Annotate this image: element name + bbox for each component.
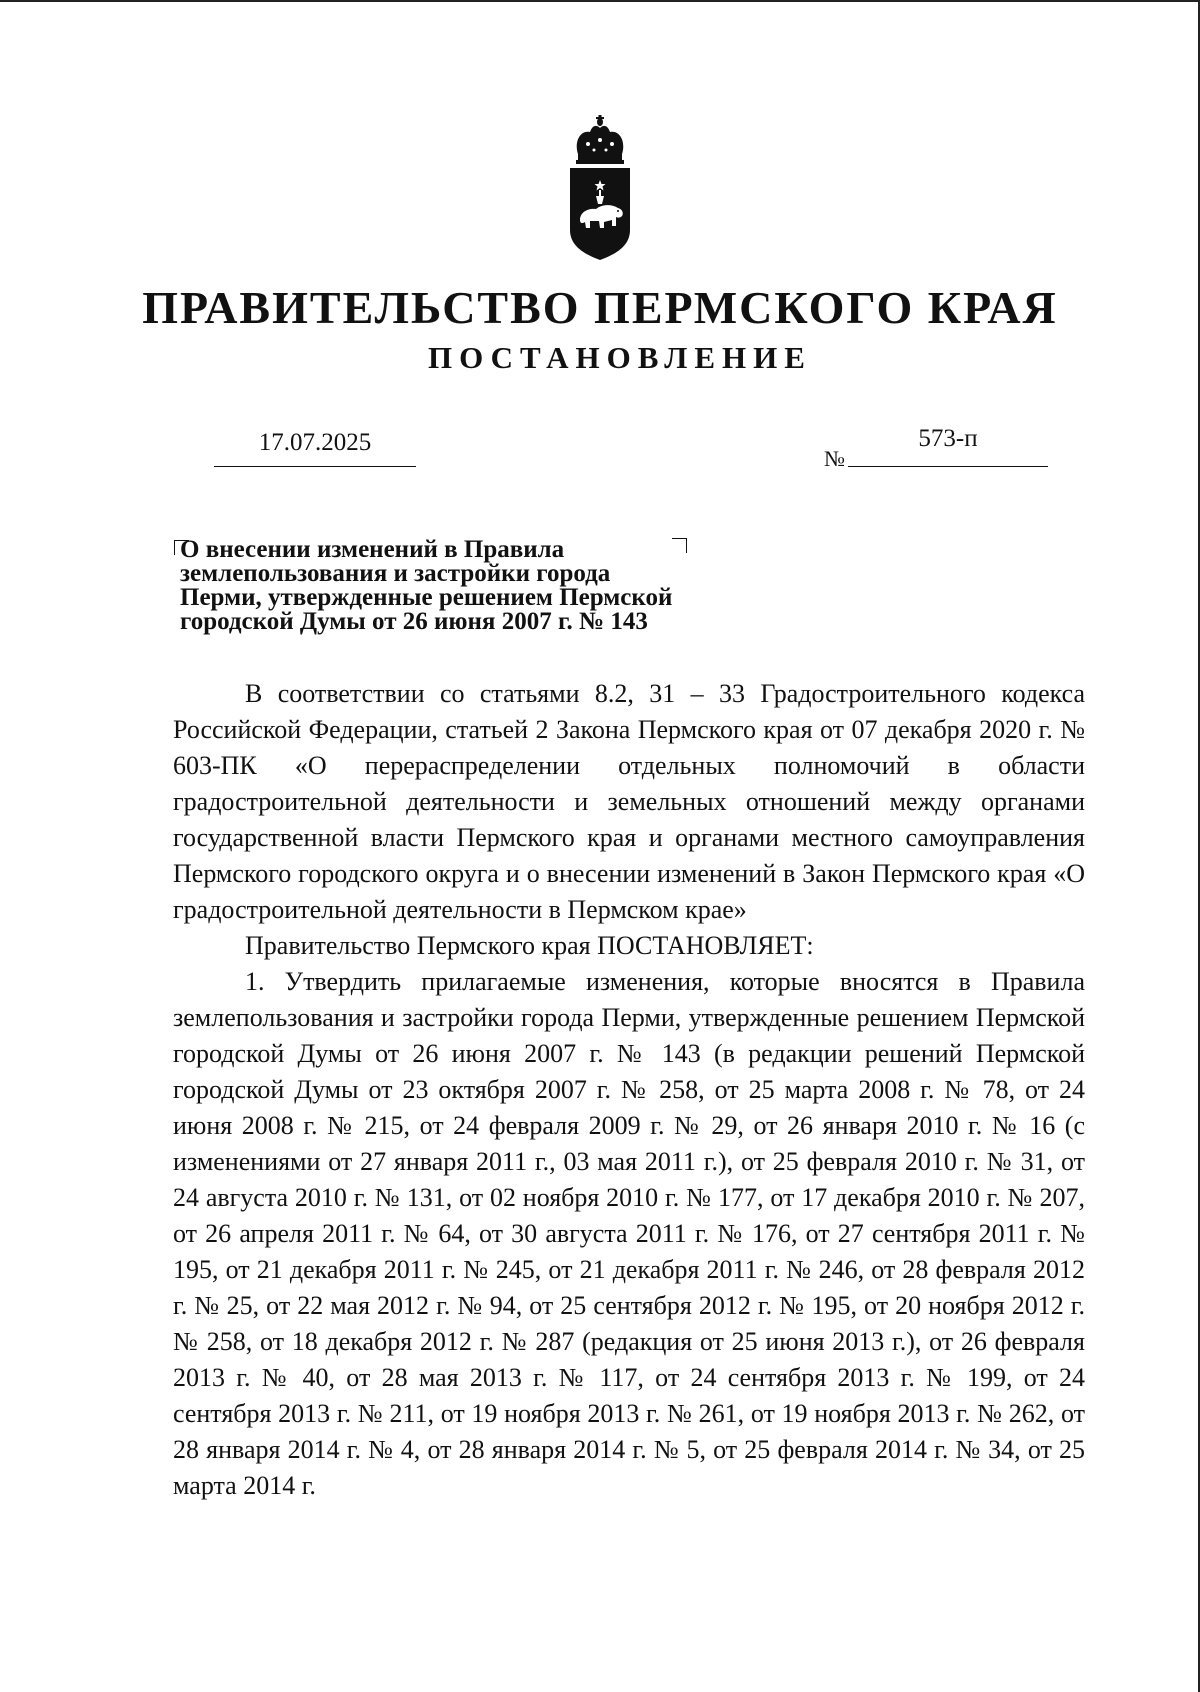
subject-line: О внесении изменений в Правила	[180, 536, 565, 563]
document-number: 573-п	[848, 422, 1048, 467]
subject-line: землепользования и застройки города	[180, 560, 611, 587]
subject-line: городской Думы от 26 июня 2007 г. № 143	[180, 608, 648, 635]
number-sign: №	[824, 446, 845, 471]
document-date: 17.07.2025	[214, 426, 416, 467]
document-body	[173, 676, 1085, 1504]
resolution-line: Правительство Пермского края ПОСТАНОВЛЯЕТ:	[245, 931, 814, 960]
item-1-paragraph: 1. Утвердить прилагаемые изменения, которые вносятся в Правила землепользования и застройки города Перми, утвержденные решением Пермской городской Думы от 26 июня 2007 г. № 143 (в редакции решений Пермской городской Думы от 23 октября 2007 г. № 258, от 25 марта 2008 г. № 78, от 24 июня 2008 г. № 215, от 24 февраля 2009 г. № 29, от 26 января 2010 г. № 16 (с изменениями от 27 января 2011 г., 03 мая 2011 г.), от 25 февраля 2010 г. № 31, от 24 августа 2010 г. № 131, от 02 ноября 2010 г. № 177, от 17 декабря 2010 г. № 207, от 26 апреля 2011 г. № 64, от 30 августа 2011 г. № 176, от 27 сентября 2011 г. № 195, от 21 декабря 2011 г. № 245, от 21 декабря 2011 г. № 246, от 28 февраля 2012 г. № 25, от 22 мая 2012 г. № 94, от 25 сентября 2012 г. № 195, от 20 ноября 2012 г. № 258, от 18 декабря 2012 г. № 287 (редакция от 25 июня 2013 г.), от 26 февраля 2013 г. № 40, от 28 мая 2013 г. № 117, от 24 сентября 2013 г. № 199, от 24 сентября 2013 г. № 211, от 19 ноября 2013 г. № 261, от 19 ноября 2013 г. № 262, от 28 января 2014 г. № 4, от 28 января 2014 г. № 5, от 25 февраля 2014 г. № 34, от 25 марта 2014 г.	[173, 967, 1085, 1500]
coat-of-arms-icon	[566, 112, 634, 262]
page-border-top	[0, 0, 1200, 2]
document-subject	[180, 538, 760, 634]
organization-title: ПРАВИТЕЛЬСТВО ПЕРМСКОГО КРАЯ	[142, 282, 1058, 333]
document-type: ПОСТАНОВЛЕНИЕ	[428, 340, 812, 375]
subject-line: Перми, утвержденные решением Пермской	[180, 584, 673, 611]
preamble-paragraph: В соответствии со статьями 8.2, 31 – 33 Градостроительного кодекса Российской Федерации, статьей 2 Закона Пермского края от 07 декабря 2020 г. № 603-ПК «О перераспределении отдельных полномочий в области градостроительной деятельности и земельных отношений между органами государственной власти Пермского края и органами местного самоуправления Пермского городского округа и о внесении изменений в Закон Пермского края «О градостроительной деятельности в Пермском крае»	[173, 679, 1085, 924]
